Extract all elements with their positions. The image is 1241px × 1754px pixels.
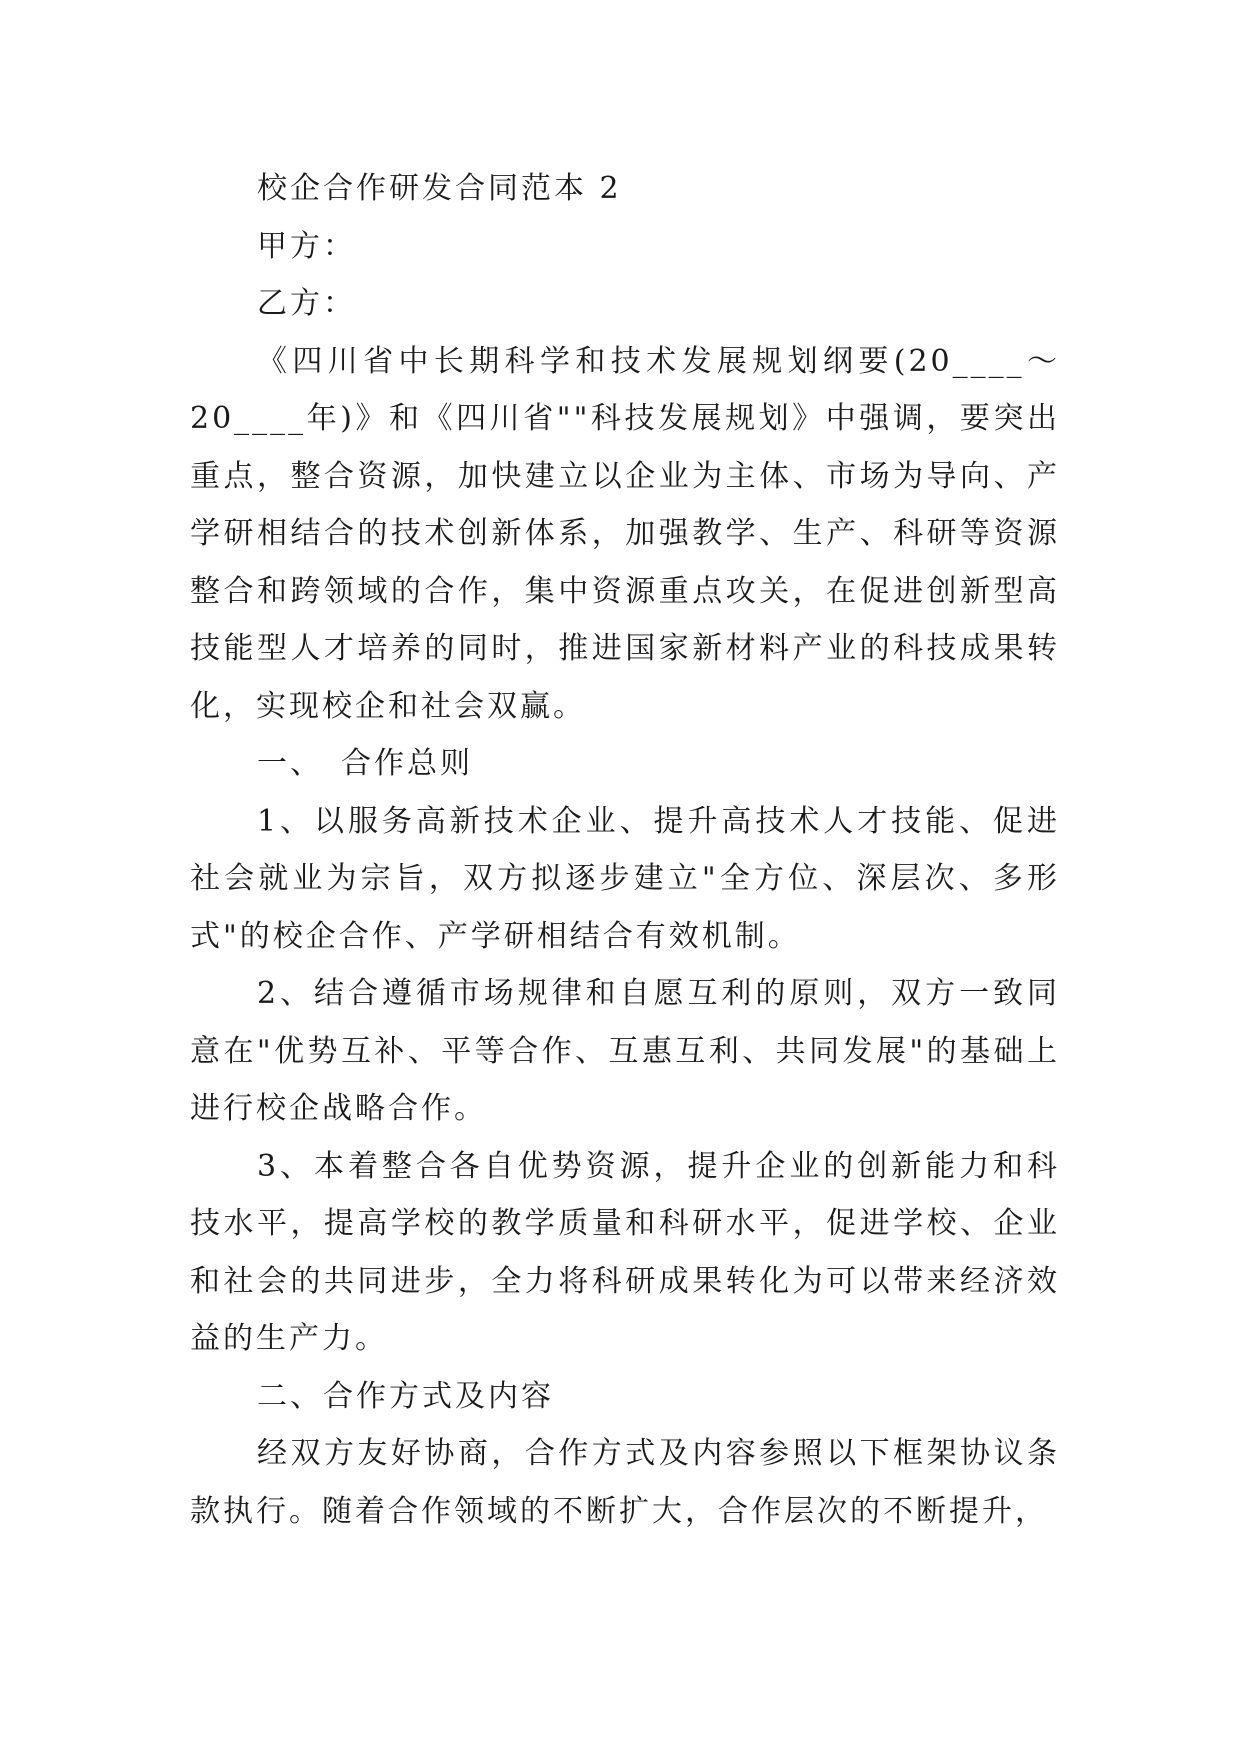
intro-paragraph: 《四川省中长期科学和技术发展规划纲要(20____～20____年)》和《四川省""科技发展规划》中强调，要突出重点，整合资源，加快建立以企业为主体、市场为导向、产学研相结合的技术创新体系，加强教学、生产、科研等资源整合和跨领域的合作，集中资源重点攻关，在促进创新型高技能型人才培养的同时，推进国家新材料产业的科技成果转化，实现校企和社会双赢。 xyxy=(190,343,1060,724)
section2-paragraph: 经双方友好协商，合作方式及内容参照以下框架协议条款执行。随着合作领域的不断扩大，合作层次的不断提升， xyxy=(190,1436,1060,1529)
document-body xyxy=(190,160,1060,1540)
clause-1: 1、以服务高新技术企业、提升高技术人才技能、促进社会就业为宗旨，双方拟逐步建立"全方位、深层次、多形式"的校企合作、产学研相结合有效机制。 xyxy=(190,803,1060,954)
section-heading-general-principles: 一、 合作总则 xyxy=(257,746,473,781)
document-title: 校企合作研发合同范本 2 xyxy=(257,171,622,206)
clause-3: 3、本着整合各自优势资源，提升企业的创新能力和科技水平，提高学校的教学质量和科研水平，促进学校、企业和社会的共同进步，全力将科研成果转化为可以带来经济效益的生产力。 xyxy=(190,1148,1060,1356)
section-heading-cooperation-methods: 二、合作方式及内容 xyxy=(257,1378,554,1414)
party-a-label: 甲方： xyxy=(257,228,356,264)
clause-2: 2、结合遵循市场规律和自愿互利的原则，双方一致同意在"优势互补、平等合作、互惠互利、共同发展"的基础上进行校企战略合作。 xyxy=(190,976,1060,1126)
party-b-label: 乙方： xyxy=(257,286,356,321)
